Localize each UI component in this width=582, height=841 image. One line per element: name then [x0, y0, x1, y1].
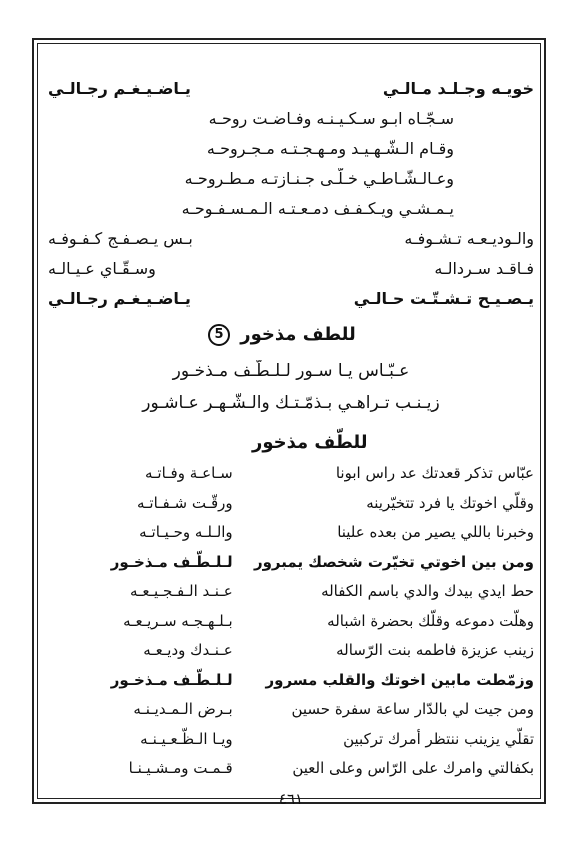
stanza-line: يـمـشـي ويـكـفـف دمـعـتـه الـمـسـفـوحـه: [181, 199, 454, 218]
stanza-line: سـجّـاه ابـو سـكـيـنـه وفـاضـت روحـه: [208, 109, 454, 128]
chorus-line: عـبّـاس يـا سـور لـلـطّـف مـذخـور: [172, 361, 410, 381]
poem-line: زينب عزيزة فاطمه بنت الرّساله عـنـدك وديـعـه: [143, 641, 534, 659]
poem-line: وقلّي اخوتك يا فرد تتخيّرينه ورقّـت شـفـاتـه: [136, 493, 534, 512]
poem-line: ومن جيت لي بالدّار ساعة سفرة حسين بـرض الـمـديـنـه: [133, 700, 534, 718]
stanza-line: خويـه وجـلـد مـالـي يـاضـيـغـم رجـالـي: [48, 79, 534, 98]
section-heading: للطف مذخور 5: [208, 324, 356, 346]
poem-line: تقلّي يزينب ننتظر أمرك تركبين ويـا الـظّـعـيـنـه: [140, 729, 534, 748]
poem-grid: [48, 464, 534, 789]
chorus-line: زيـنـب تـراهـي بـذمّـتـك والـشّـهـر عـاشـور: [142, 393, 440, 413]
poem-line: وهلّت دموعه وقلّك بحضرة اشباله بـلـهـجـه سـريـعـه: [123, 611, 534, 630]
poem-line: حط ايدي بيدك والدي باسم الكفاله عـنـد الـفـجـيـعـه: [129, 582, 534, 600]
stanza-line: وقـام الـشّـهـيـد ومـهـجـتـه مـجـروحـه: [206, 139, 454, 158]
page-number: ٤٦١: [278, 790, 304, 808]
stanza-line: والـوديـعـه تـشـوفـه بـس يـصـفـج كـفـوفـه: [48, 229, 534, 248]
poem-line: بكفالتي وامرك على الرّاس وعلى العين قـمـت ومـشـيـنـا: [128, 759, 534, 777]
poem-line: ومن بين اخوتي تخيّرت شخصك يمبرور لـلـطّـف مـذخـور: [110, 552, 534, 571]
stanza-line: وعـالـشّـاطـي خـلّـى جـنـازتـه مـطـروحـه: [184, 169, 454, 188]
poem-line: عبّاس تذكر قعدتك عد راس ابونا سـاعـة وفـاتـه: [144, 464, 534, 482]
stanza-line: فـاقـد سـردالـه وسـقّـاي عـيـالـه: [48, 259, 534, 278]
poem-page: [48, 48, 534, 808]
section-heading: للطّف مذخور: [252, 432, 368, 453]
poem-line: وخبرنا باللي يصير من بعده علينا والـلـه وحـيـاتـه: [139, 523, 534, 541]
stanza-line: يـصـيـح تـشـتّـت حـالـي يـاضـيـغـم رجـالـي: [48, 289, 534, 308]
poem-line: وزمّطت مابين اخوتك والقلب مسرور لـلـطّـف مـذخـور: [110, 670, 534, 689]
section-number-badge: 5: [208, 324, 230, 346]
